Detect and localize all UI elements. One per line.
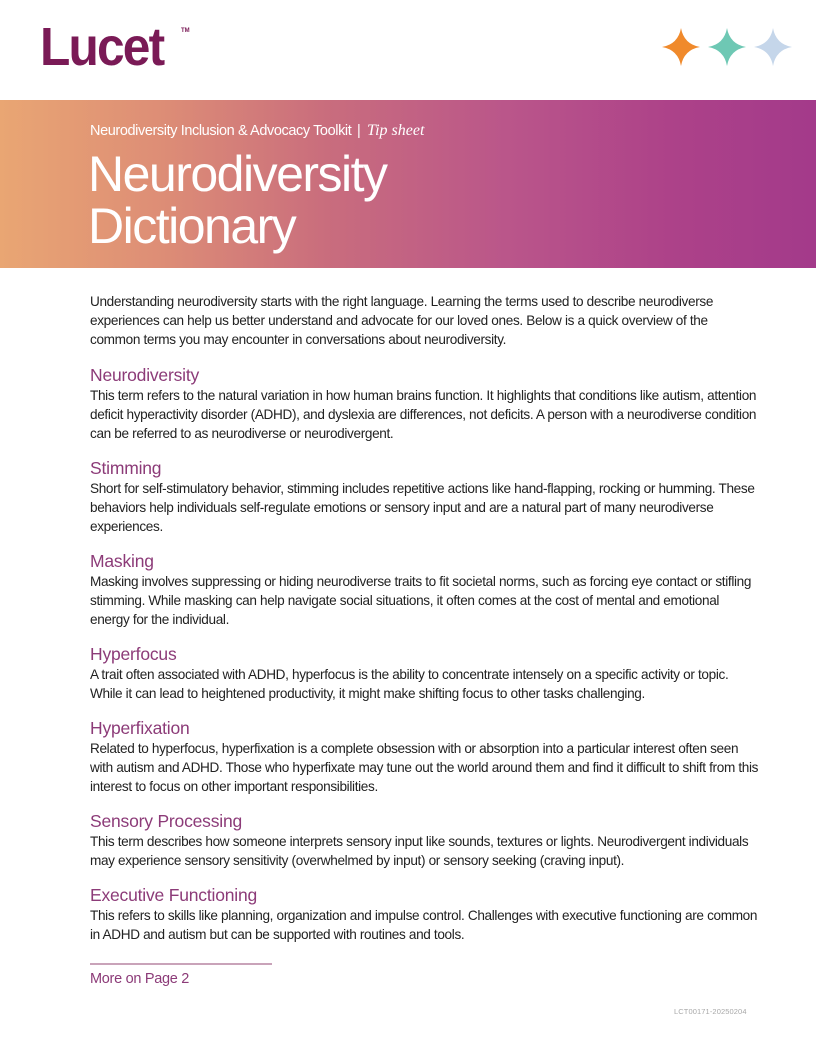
term-definition: This term describes how someone interprets sensory input like sounds, textures or lights. Neurodivergent individuals may experience sensory sensitivity (overwhelmed by input) or sensory seeking (craving input). [90, 834, 749, 868]
title-line-1: Neurodiversity [88, 146, 387, 202]
term-sensory-processing [90, 810, 760, 870]
term-title: Hyperfocus [90, 644, 177, 664]
page-title [88, 148, 387, 252]
dictionary-content [90, 292, 760, 958]
term-definition: Related to hyperfocus, hyperfixation is a complete obsession with or absorption into a particular interest often seen with autism and ADHD. Those who hyperfixate may tune out the world around them and find it difficult to shift from this interest to focus on other important responsibilities. [90, 741, 759, 794]
term-definition: A trait often associated with ADHD, hyperfocus is the ability to concentrate intensely on a specific activity or topic. While it can lead to heightened productivity, it might make shifting focus to other tasks challenging. [90, 667, 729, 701]
term-hyperfocus [90, 643, 760, 703]
teal-four-point-star-icon [708, 28, 746, 66]
term-stimming [90, 457, 760, 536]
more-on-page-2-link[interactable]: More on Page 2 [90, 971, 189, 987]
toolkit-name: Neurodiversity Inclusion & Advocacy Toolkit [90, 123, 352, 139]
trademark-mark: TM [181, 28, 190, 34]
term-neurodiversity [90, 364, 760, 443]
term-title: Stimming [90, 458, 162, 478]
term-executive-functioning [90, 884, 760, 944]
title-banner [0, 100, 816, 268]
subtitle-separator: | [357, 123, 361, 139]
term-title: Masking [90, 551, 154, 571]
intro-paragraph: Understanding neurodiversity starts with the right language. Learning the terms used to describe neurodiverse experiences can help us better understand and advocate for our loved ones. Below is a quick overview of the common terms you may encounter in conversations about neurodiversity. [90, 294, 714, 347]
term-title: Executive Functioning [90, 885, 258, 905]
page-header [0, 0, 816, 100]
term-hyperfixation [90, 717, 760, 796]
decorative-stars [662, 28, 792, 66]
term-definition: Masking involves suppressing or hiding neurodiverse traits to fit societal norms, such as forcing eye contact or stifling stimming. While masking can help navigate social situations, it often comes at the cost of mental and emotional energy for the individual. [90, 574, 752, 627]
term-title: Neurodiversity [90, 365, 200, 385]
lightblue-four-point-star-icon [754, 28, 792, 66]
title-line-2: Dictionary [88, 198, 296, 254]
orange-four-point-star-icon [662, 28, 700, 66]
term-title: Sensory Processing [90, 811, 243, 831]
banner-subtitle [90, 122, 424, 140]
term-definition: This refers to skills like planning, organization and impulse control. Challenges with executive functioning are common in ADHD and autism but can be supported with routines and tools. [90, 908, 758, 942]
lucet-logo: Lucet [40, 17, 164, 77]
term-title: Hyperfixation [90, 718, 190, 738]
document-code: LCT00171-20250204 [674, 1007, 747, 1016]
footer-divider [90, 963, 272, 965]
term-definition: This term refers to the natural variation in how human brains function. It highlights that conditions like autism, attention deficit hyperactivity disorder (ADHD), and dyslexia are differences, not deficits. A person with a neurodiverse condition can be referred to as neurodiverse or neurodivergent. [90, 388, 757, 441]
term-definition: Short for self-stimulatory behavior, stimming includes repetitive actions like hand-flapping, rocking or humming. These behaviors help individuals self-regulate emotions or sensory input and are a natural part of many neurodiverse experiences. [90, 481, 755, 534]
tip-sheet-tag: Tip sheet [367, 122, 425, 139]
term-masking [90, 550, 760, 629]
